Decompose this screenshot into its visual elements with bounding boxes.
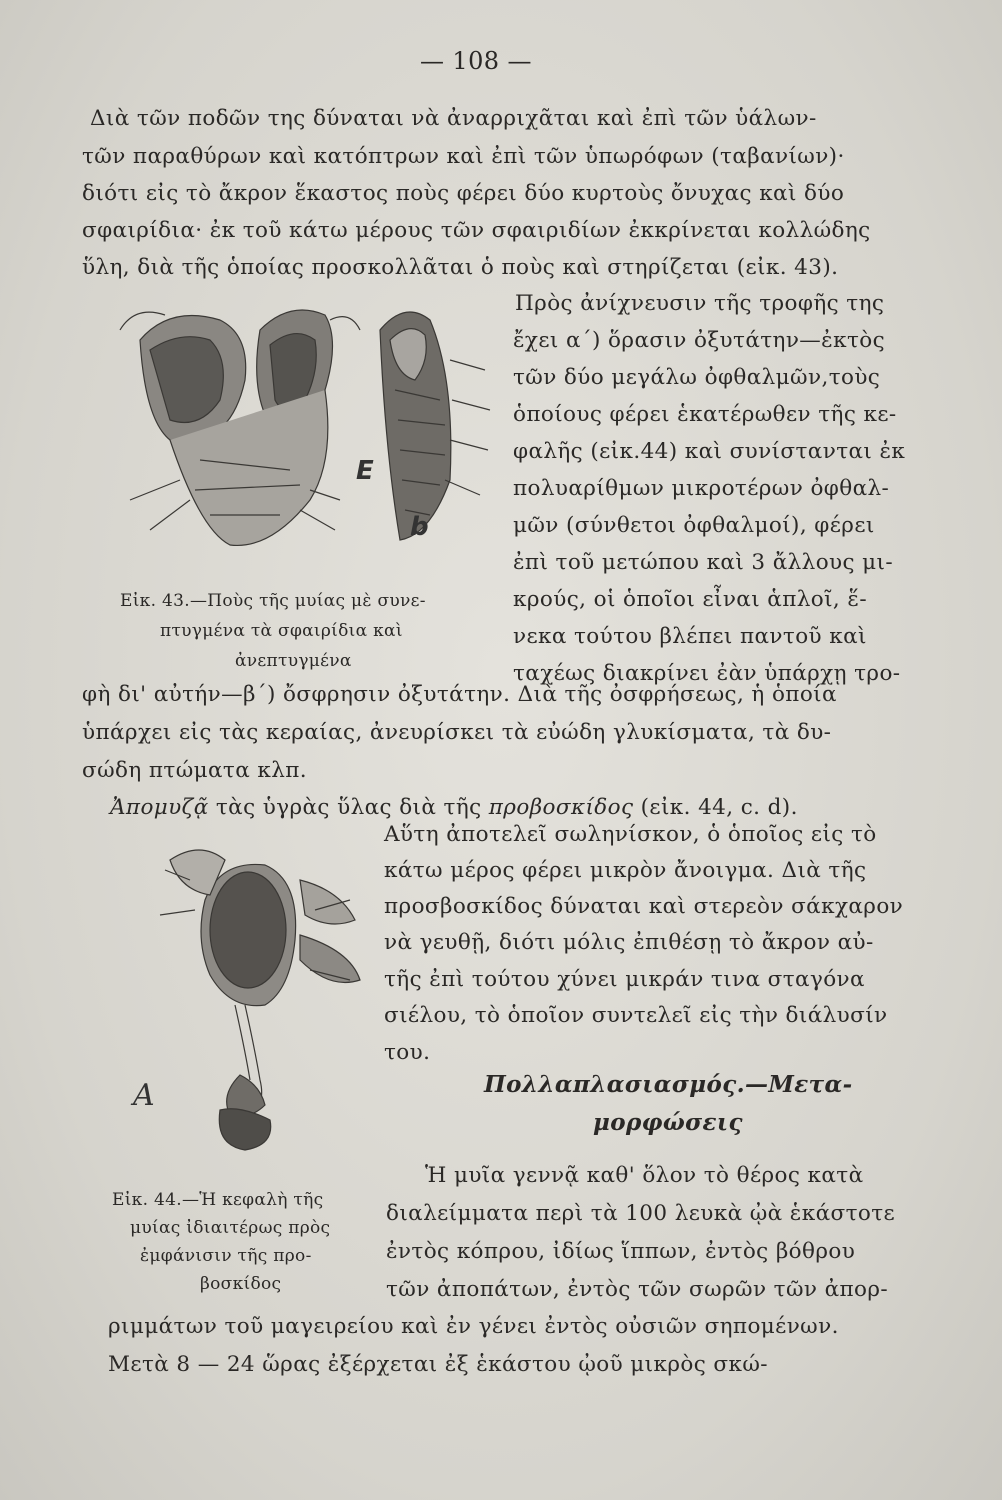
text-line: ταχέως διακρίνει ἐὰν ὑπάρχῃ τρο- bbox=[513, 661, 901, 686]
text-line: Μετὰ 8 — 24 ὥρας ἐξέρχεται ἐξ ἑκάστου ᾠοῦ μικρὸς σκώ- bbox=[108, 1352, 768, 1377]
text-line: τῆς ἐπὶ τούτου χύνει μικράν τινα σταγόνα bbox=[384, 967, 865, 992]
text-line: Διὰ τῶν ποδῶν της δύναται νὰ ἀναρριχᾶται καὶ ἐπὶ τῶν ὑάλων- bbox=[90, 106, 817, 131]
text-line: διότι εἰς τὸ ἄκρον ἕκαστος ποὺς φέρει δύο κυρτοὺς ὄνυχας καὶ δύο bbox=[82, 181, 845, 206]
figure-caption: Εἰκ. 43.—Ποὺς τῆς μυίας μὲ συνε- bbox=[120, 591, 426, 611]
fly-head-illustration bbox=[150, 840, 375, 1160]
text-line: φὴ δι' αὐτήν—β΄) ὄσφρησιν ὀξυτάτην. Διὰ τῆς ὀσφρήσεως, ἡ ὁποία bbox=[82, 682, 837, 707]
section-heading: Πολλαπλασιασμός.—Μετα- bbox=[484, 1071, 853, 1098]
figure-caption: πτυγμένα τὰ σφαιρίδια καὶ bbox=[160, 621, 403, 641]
text-line: τῶν δύο μεγάλω ὀφθαλμῶν,τοὺς bbox=[513, 365, 881, 390]
text-line: νὰ γευθῇ, διότι μόλις ἐπιθέσῃ τὸ ἄκρον αὐ- bbox=[384, 930, 874, 955]
text-line: σιέλου, τὸ ὁποῖον συντελεῖ εἰς τὴν διάλυσίν bbox=[384, 1003, 888, 1028]
text-line: μῶν (σύνθετοι ὀφθαλμοί), φέρει bbox=[513, 513, 875, 538]
text-line: τῶν ἀποπάτων, ἐντὸς τῶν σωρῶν τῶν ἀπορ- bbox=[386, 1277, 889, 1302]
page-number: — 108 — bbox=[420, 47, 532, 75]
figure-caption: Εἰκ. 44.—Ἡ κεφαλὴ τῆς bbox=[112, 1190, 324, 1210]
text-line: σώδη πτώματα κλπ. bbox=[82, 758, 307, 783]
text-span: (εἰκ. 44, c. d). bbox=[633, 795, 798, 820]
text-line: ἐντὸς κόπρου, ἰδίως ἵππων, ἐντὸς βόθρου bbox=[386, 1239, 856, 1264]
text-line: νεκα τούτου βλέπει παντοῦ καὶ bbox=[513, 624, 867, 649]
text-line: Πρὸς ἀνίχνευσιν τῆς τροφῆς της bbox=[515, 291, 885, 316]
text-line: του. bbox=[384, 1040, 431, 1065]
text-line: Ἡ μυῖα γεννᾷ καθ' ὅλον τὸ θέρος κατὰ bbox=[425, 1163, 864, 1188]
text-line: ἔχει α΄) ὅρασιν ὀξυτάτην—ἐκτὸς bbox=[513, 328, 886, 353]
figure-caption: ἐμφάνισιν τῆς προ- bbox=[140, 1246, 312, 1266]
fly-foot-illustration bbox=[110, 300, 500, 580]
text-line: κρούς, οἱ ὁποῖοι εἶναι ἁπλοῖ, ἕ- bbox=[513, 587, 868, 612]
figure-label-b: b bbox=[410, 512, 429, 542]
text-line: ὑπάρχει εἰς τὰς κεραίας, ἀνευρίσκει τὰ εὐώδη γλυκίσματα, τὰ δυ- bbox=[82, 720, 832, 745]
italic-term: προβοσκίδος bbox=[488, 795, 634, 820]
text-line: ἐπὶ τοῦ μετώπου καὶ 3 ἄλλους μι- bbox=[513, 550, 894, 575]
text-line: φαλῆς (εἰκ.44) καὶ συνίστανται ἐκ bbox=[513, 439, 906, 464]
text-line: ὕλη, διὰ τῆς ὁποίας προσκολλᾶται ὁ ποὺς καὶ στηρίζεται (εἰκ. 43). bbox=[82, 255, 839, 280]
text-line: κάτω μέρος φέρει μικρὸν ἄνοιγμα. Διὰ τῆς bbox=[384, 858, 867, 883]
figure-caption: μυίας ἰδιαιτέρως πρὸς bbox=[130, 1218, 331, 1238]
text-line bbox=[110, 795, 798, 821]
figure-label-a: A bbox=[133, 1078, 155, 1113]
text-line: πολυαρίθμων μικροτέρων ὀφθαλ- bbox=[513, 476, 890, 501]
text-line: τῶν παραθύρων καὶ κατόπτρων καὶ ἐπὶ τῶν ὑπωρόφων (ταβανίων)· bbox=[82, 144, 845, 169]
text-line: προσβοσκίδος δύναται καὶ στερεὸν σάκχαρον bbox=[384, 894, 904, 919]
italic-term: Ἀπομυζᾷ bbox=[110, 795, 209, 820]
figure-label-e: E bbox=[356, 456, 374, 486]
figure-caption: βοσκίδος bbox=[200, 1274, 282, 1294]
text-line: ριμμάτων τοῦ μαγειρείου καὶ ἐν γένει ἐντὸς οὐσιῶν σηπομένων. bbox=[108, 1314, 839, 1339]
figure-caption: ἀνεπτυγμένα bbox=[235, 651, 352, 671]
section-heading: μορφώσεις bbox=[593, 1109, 743, 1136]
text-line: Αὕτη ἀποτελεῖ σωληνίσκον, ὁ ὁποῖος εἰς τὸ bbox=[384, 822, 877, 847]
text-span: τὰς ὑγρὰς ὕλας διὰ τῆς bbox=[208, 795, 489, 820]
text-line: ὁποίους φέρει ἑκατέρωθεν τῆς κε- bbox=[513, 402, 897, 427]
text-line: διαλείμματα περὶ τὰ 100 λευκὰ ᾠὰ ἑκάστοτε bbox=[386, 1201, 896, 1226]
text-line: σφαιρίδια· ἐκ τοῦ κάτω μέρους τῶν σφαιριδίων ἐκκρίνεται κολλώδης bbox=[82, 218, 871, 243]
